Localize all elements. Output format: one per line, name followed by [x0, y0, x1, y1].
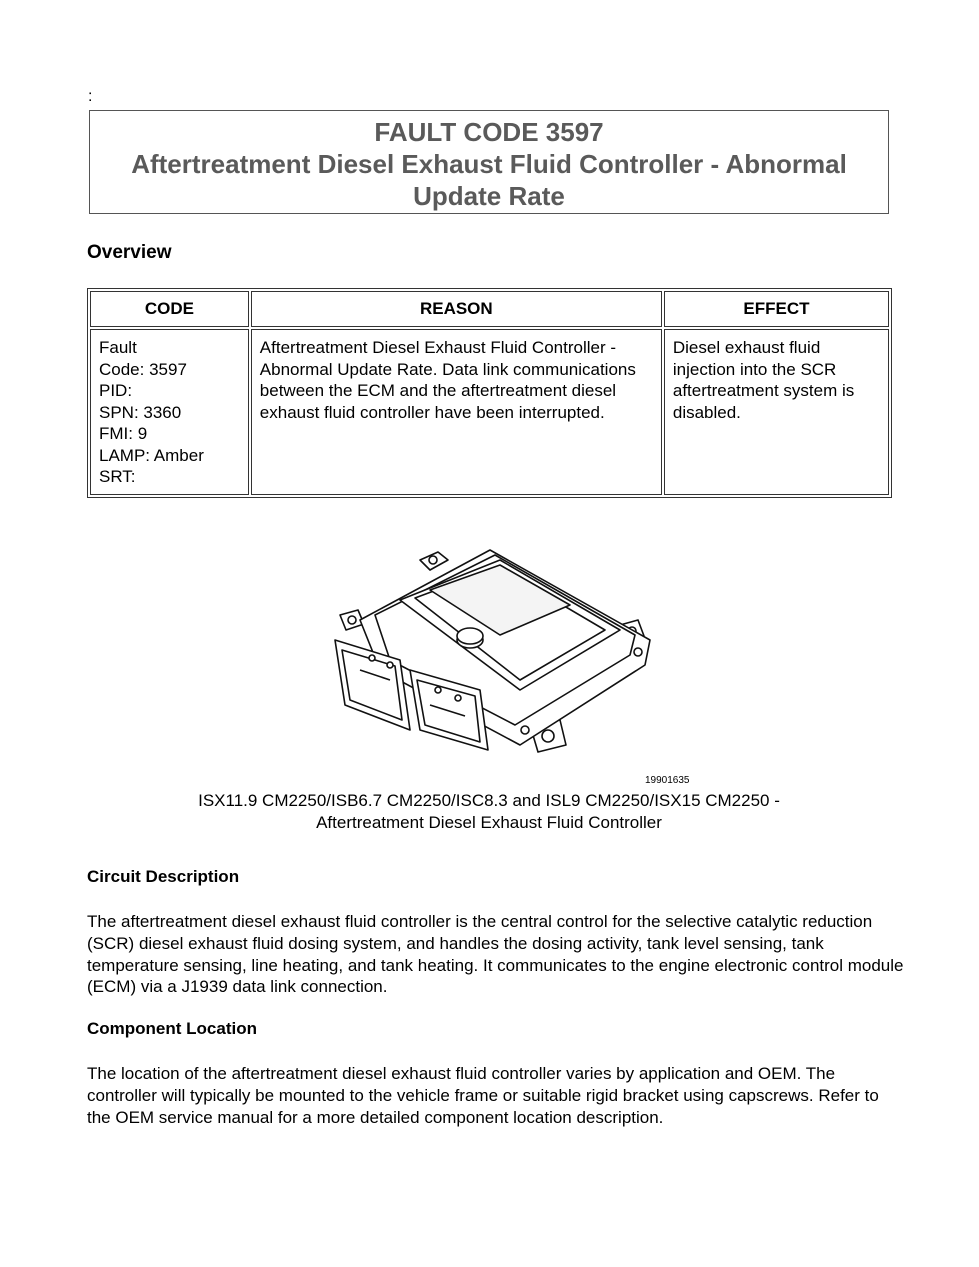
- circuit-description-text: The aftertreatment diesel exhaust fluid controller is the central control for the selective catalytic reduction (SCR) diesel exhaust fluid dosing system, and handles the dosing activity, tank level sensing, tank temperature sensing, line heating, and tank heating. It communicates to the engine electronic control module (ECM) via a J1939 data link connection.: [87, 912, 904, 997]
- column-header-code: CODE: [90, 291, 249, 327]
- circuit-description-heading: Circuit Description: [87, 867, 240, 886]
- controller-illustration: [320, 540, 700, 790]
- fault-description-title: Aftertreatment Diesel Exhaust Fluid Controller - Abnormal: [131, 149, 847, 179]
- fault-description-title-cont: Update Rate: [413, 181, 565, 211]
- code-line-code: Code: 3597: [99, 359, 187, 379]
- table-row: [90, 329, 889, 495]
- page-prefix: :: [88, 88, 93, 105]
- reason-cell: Aftertreatment Diesel Exhaust Fluid Controller - Abnormal Update Rate. Data link communications between the ECM and the aftertreatment diesel exhaust fluid controller have been interrupted.: [251, 329, 662, 495]
- figure-number: 19901635: [645, 775, 690, 786]
- figure-caption: [89, 790, 889, 834]
- column-header-reason: REASON: [251, 291, 662, 327]
- code-line-spn: SPN: 3360: [99, 402, 182, 422]
- fault-code-title: FAULT CODE 3597: [374, 117, 604, 147]
- code-line-fmi: FMI: 9: [99, 424, 148, 443]
- figure-caption-line2: Aftertreatment Diesel Exhaust Fluid Controller: [316, 813, 662, 832]
- code-cell: [90, 329, 249, 495]
- fault-title-box: [89, 110, 889, 214]
- code-line-fault: Fault: [99, 338, 137, 357]
- column-header-effect: EFFECT: [664, 291, 889, 327]
- effect-cell: Diesel exhaust fluid injection into the SCR aftertreatment system is disabled.: [664, 329, 889, 495]
- component-location-heading: Component Location: [87, 1019, 257, 1038]
- code-line-lamp: LAMP: Amber: [99, 445, 204, 465]
- overview-heading: Overview: [87, 242, 172, 263]
- figure-caption-line1: ISX11.9 CM2250/ISB6.7 CM2250/ISC8.3 and ISL9 CM2250/ISX15 CM2250 -: [198, 791, 780, 810]
- code-line-srt: SRT:: [99, 467, 136, 486]
- code-line-pid: PID:: [99, 381, 133, 400]
- component-location-text: The location of the aftertreatment diesel exhaust fluid controller varies by application and OEM. The controller will typically be mounted to the vehicle frame or suitable rigid bracket using capscrews. Refer to the OEM service manual for a more detailed component location description.: [87, 1064, 879, 1127]
- fault-overview-table: [87, 288, 892, 498]
- table-header-row: [90, 291, 889, 327]
